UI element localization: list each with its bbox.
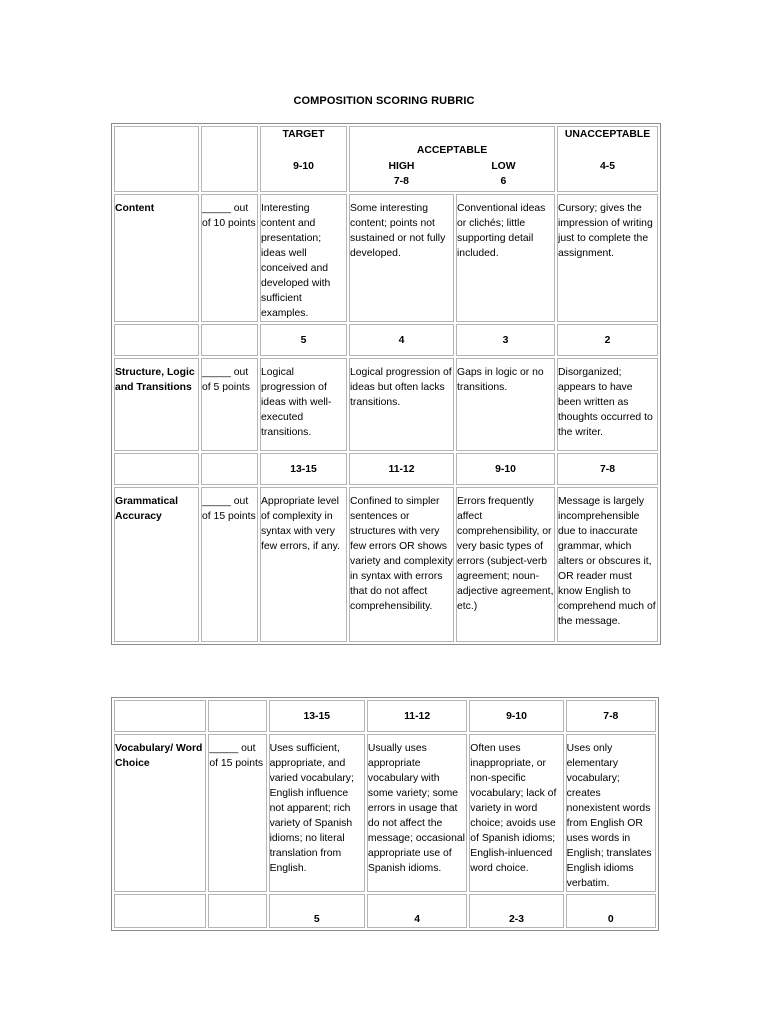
header-blank-cell [114,126,199,192]
score-high: 4 [349,324,454,356]
target-label: TARGET [282,129,325,140]
grammar-unacceptable-desc: Message is largely incomprehensible due to inaccurate grammar, which alters or obscures it, OR reader must know English to comprehend much of the message. [557,487,658,642]
score-blank-cell [201,453,258,485]
category-grammar: Grammatical Accuracy [114,487,199,642]
unacceptable-range: 4-5 [600,161,616,172]
score-blank-cell [208,894,266,928]
score-unacceptable: 0 [566,894,656,928]
high-label: HIGH [388,161,415,172]
content-target-desc: Interesting content and presentation; ideas well conceived and developed with sufficient examples. [260,194,347,322]
structure-unacceptable-desc: Disorganized; appears to have been written as thoughts occurred to the writer. [557,358,658,451]
vocab-unacceptable-desc: Uses only elementary vocabulary; creates nonexistent words from English OR uses words in English; translates English idioms verbatim. [566,734,656,892]
header-target [260,126,347,192]
score-blank-cell [201,324,258,356]
content-high-desc: Some interesting content; points not sustained or not fully developed. [349,194,454,322]
low-label: LOW [491,161,516,172]
points-vocab: _____ out of 15 points [208,734,266,892]
grammar-target-desc: Appropriate level of complexity in syntax with very few errors, if any. [260,487,347,642]
rubric-table-2 [111,697,659,931]
content-row [114,194,658,322]
structure-low-desc: Gaps in logic or no transitions. [456,358,555,451]
vocab-high-desc: Usually uses appropriate vocabulary with some variety; some errors in usage that do not affect the message; occasional appropriate use of Spanish idioms. [367,734,467,892]
unacceptable-label: UNACCEPTABLE [564,129,651,140]
score-blank-cell [114,324,199,356]
score-low: 3 [456,324,555,356]
score-row [114,894,656,928]
header-acceptable [349,126,555,192]
page-title: COMPOSITION SCORING RUBRIC [293,95,475,107]
vocab-row [114,734,656,892]
score-row [114,700,656,732]
grammar-row [114,487,658,642]
content-low-desc: Conventional ideas or clichés; little supporting detail included. [456,194,555,322]
vocab-target-desc: Uses sufficient, appropriate, and varied vocabulary; English influence not apparent; rich variety of Spanish idioms; no literal translation from English. [269,734,365,892]
score-blank-cell [114,894,206,928]
score-blank-cell [114,700,206,732]
content-unacceptable-desc: Cursory; gives the impression of writing just to complete the assignment. [557,194,658,322]
high-range: 7-8 [393,176,409,187]
score-target: 5 [269,894,365,928]
rubric-table-1 [111,123,661,645]
header-unacceptable [557,126,658,192]
score-row [114,324,658,356]
grammar-low-desc: Errors frequently affect comprehensibility, or very basic types of errors (subject-verb agreement; noun-adjective agreement, etc.) [456,487,555,642]
points-grammar: _____ out of 15 points [201,487,258,642]
acceptable-label: ACCEPTABLE [416,145,488,156]
score-target: 5 [260,324,347,356]
points-content: _____ out of 10 points [201,194,258,322]
header-blank-cell [201,126,258,192]
score-high: 11-12 [367,700,467,732]
points-structure: _____ out of 5 points [201,358,258,451]
score-unacceptable: 7-8 [557,453,658,485]
score-blank-cell [208,700,266,732]
structure-target-desc: Logical progression of ideas with well-executed transitions. [260,358,347,451]
low-range: 6 [500,176,507,187]
score-unacceptable: 7-8 [566,700,656,732]
header-row [114,126,658,192]
score-row [114,453,658,485]
category-structure: Structure, Logic and Transitions [114,358,199,451]
vocab-low-desc: Often uses inappropriate, or non-specific vocabulary; lack of variety in word choice; avoids use of Spanish idioms; English-inluenced word choice. [469,734,563,892]
score-low: 9-10 [456,453,555,485]
score-low: 9-10 [469,700,563,732]
target-range: 9-10 [293,161,314,172]
score-unacceptable: 2 [557,324,658,356]
structure-row [114,358,658,451]
score-target: 13-15 [269,700,365,732]
score-low: 2-3 [469,894,563,928]
score-high: 4 [367,894,467,928]
grammar-high-desc: Confined to simpler sentences or structures with very few errors OR shows variety and complexity in syntax with errors that do not affect comprehensibility. [349,487,454,642]
score-target: 13-15 [260,453,347,485]
category-vocab: Vocabulary/ Word Choice [114,734,206,892]
category-content: Content [114,194,199,322]
structure-high-desc: Logical progression of ideas but often lacks transitions. [349,358,454,451]
score-blank-cell [114,453,199,485]
score-high: 11-12 [349,453,454,485]
